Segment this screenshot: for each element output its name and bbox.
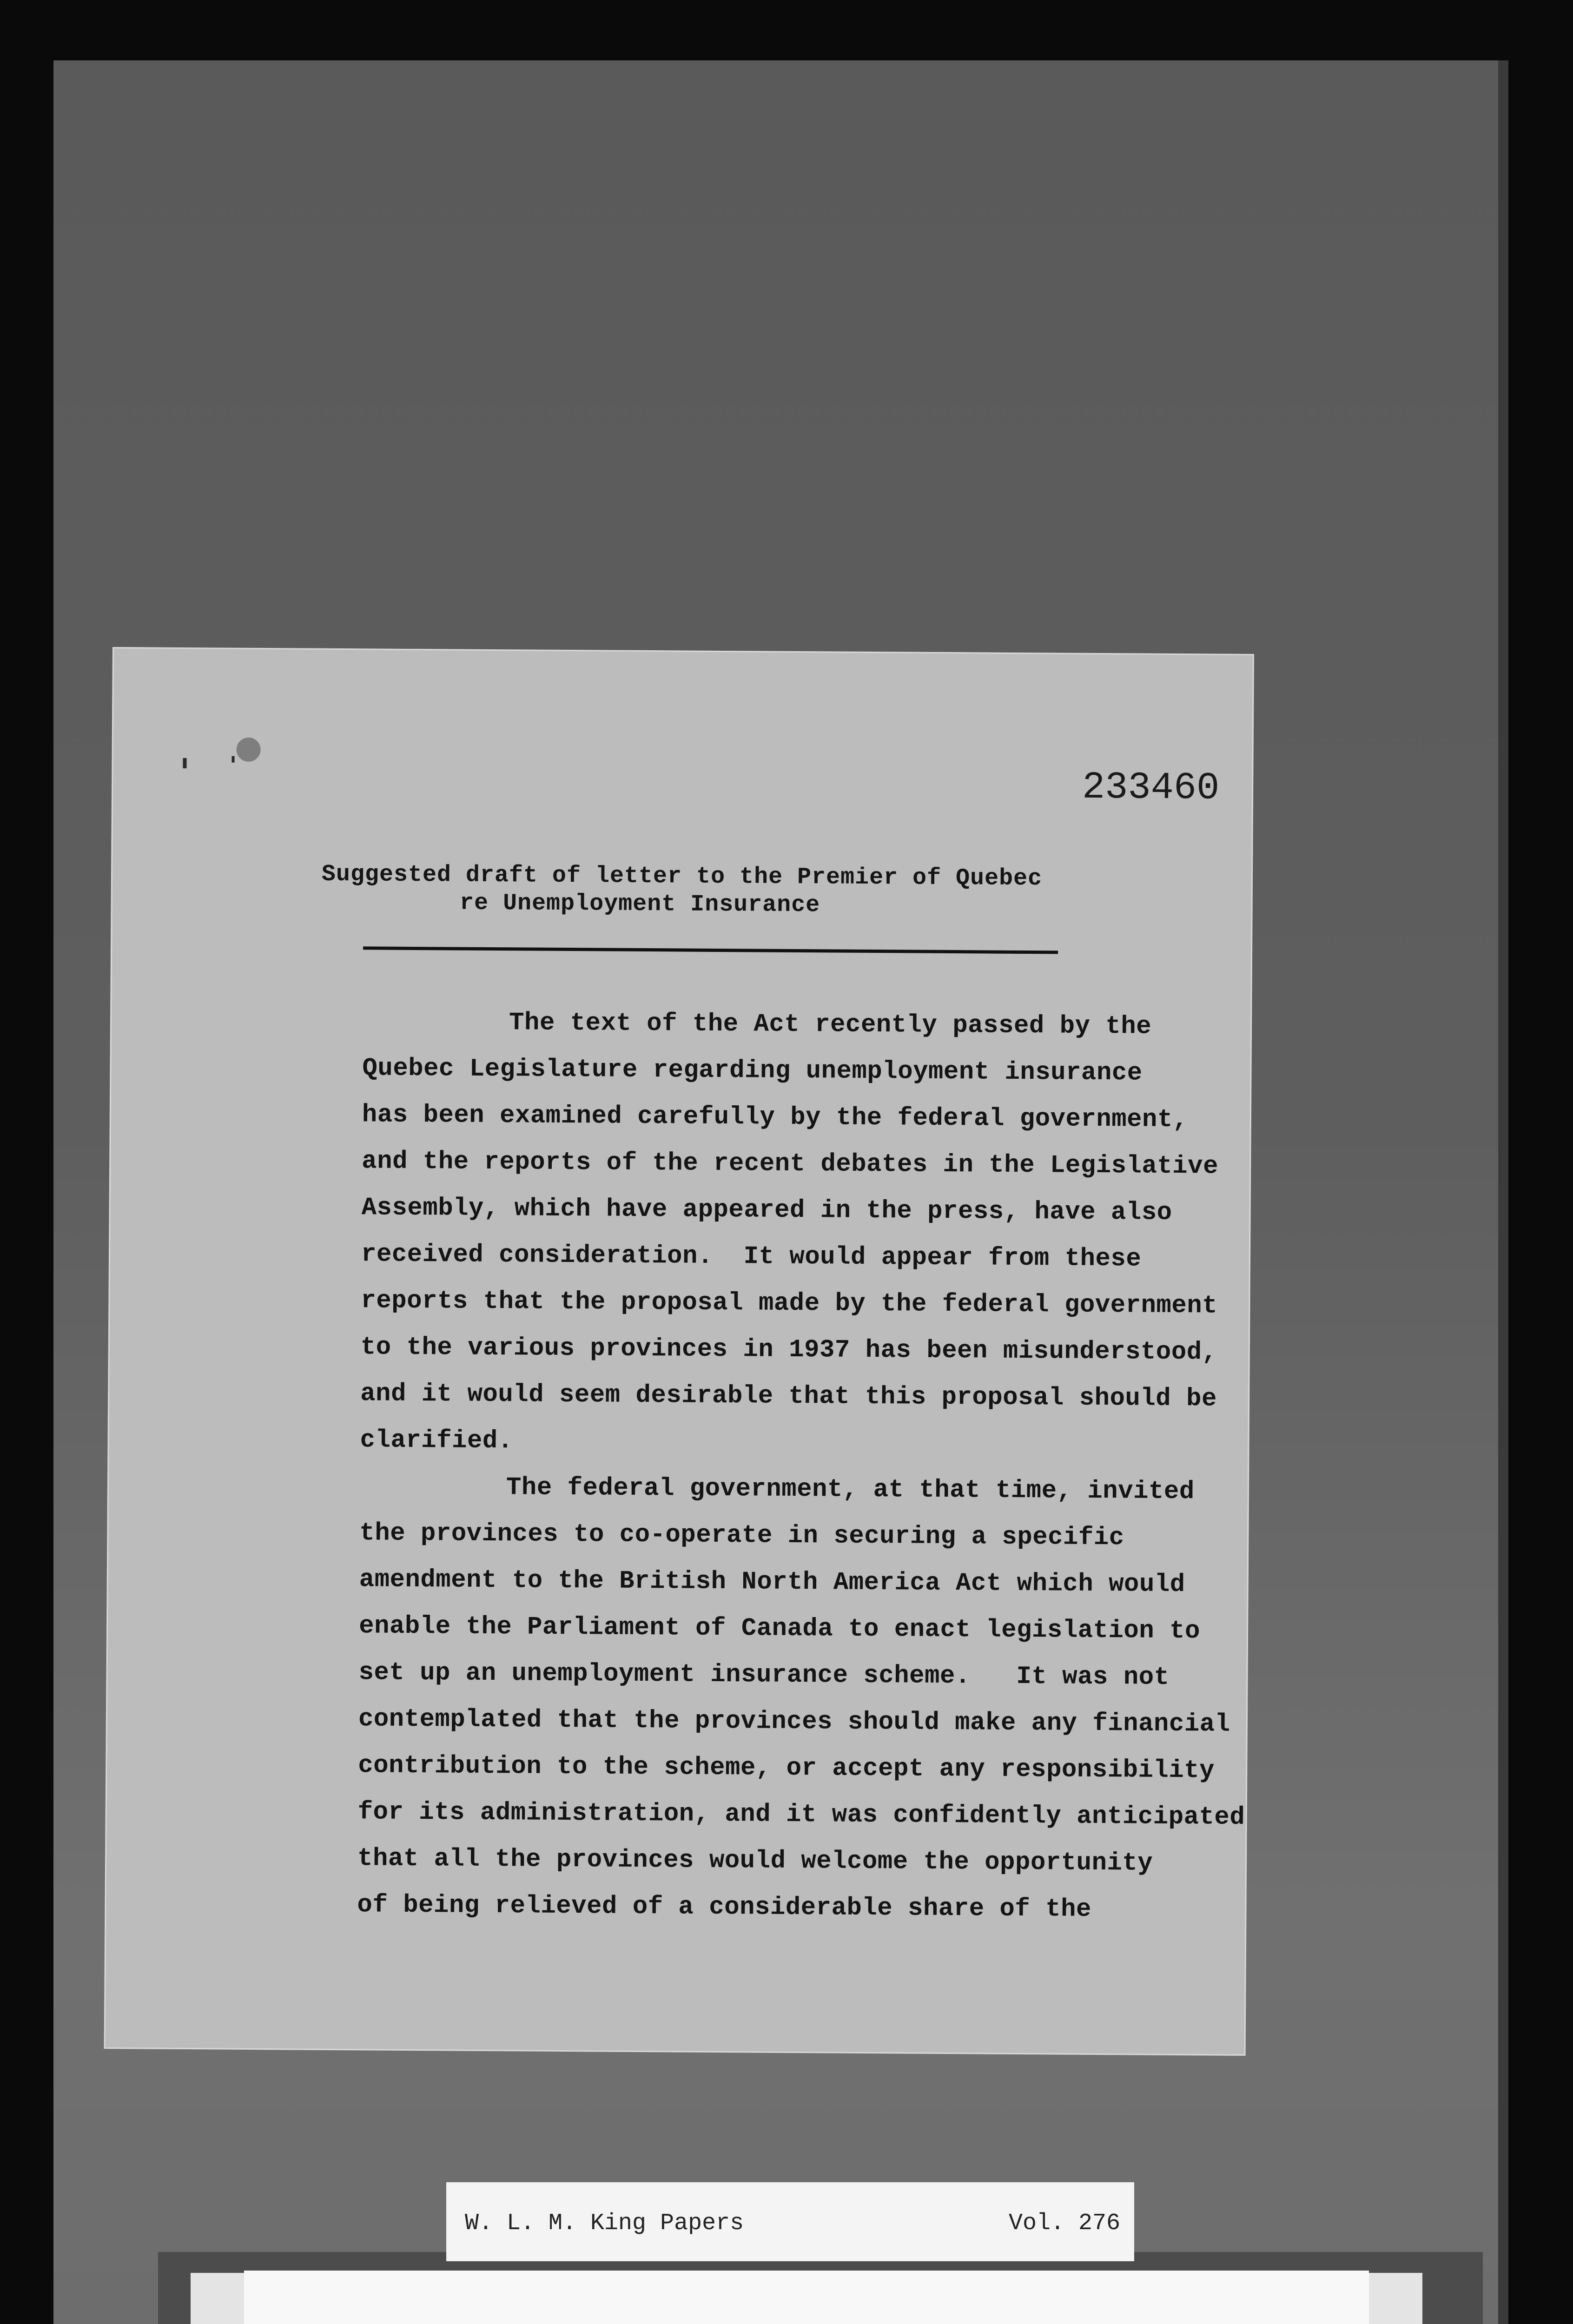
text-line: contribution to the scheme, or accept any responsibility [358, 1751, 1215, 1785]
text-line: received consideration. It would appear from these [361, 1240, 1142, 1274]
document-title: Suggested draft of letter to the Premier of Quebec [321, 861, 1043, 892]
text-line: Assembly, which have appeared in the press, have also [361, 1194, 1172, 1227]
volume-number: Vol. 276 [1009, 2210, 1121, 2237]
document-page [106, 648, 1253, 2054]
text-line: amendment to the British North America Act which would [359, 1565, 1185, 1599]
document-subtitle: re Unemployment Insurance [459, 890, 820, 919]
text-line: and the reports of the recent debates in the Legislative [362, 1147, 1219, 1181]
text-line: enable the Parliament of Canada to enact legislation to [358, 1612, 1201, 1646]
text-line: reports that the proposal made by the federal government [361, 1287, 1218, 1320]
text-line: contemplated that the provinces should make any financial [358, 1705, 1230, 1739]
text-line: The federal government, at that time, invited [506, 1473, 1195, 1506]
text-line: Quebec Legislature regarding unemployment insurance [362, 1054, 1143, 1088]
text-line: and it would seem desirable that this proposal should be [360, 1380, 1217, 1413]
collection-name: W. L. M. King Papers [465, 2210, 744, 2237]
title-rule [363, 946, 1058, 954]
text-line: that all the provinces would welcome the opportunity [357, 1844, 1153, 1878]
text-line: The text of the Act recently passed by the [509, 1009, 1152, 1041]
collection-tag [446, 2182, 1134, 2261]
text-line: set up an unemployment insurance scheme. It was not [358, 1658, 1170, 1692]
text-line: clarified. [360, 1426, 513, 1456]
text-line: the provinces to co-operate in securing a specific [359, 1519, 1124, 1552]
margin-mark [183, 758, 186, 768]
board-edge [1498, 60, 1508, 2324]
document-number: 233460 [1082, 766, 1220, 810]
punch-hole [237, 738, 261, 762]
margin-mark [232, 756, 235, 763]
archive-card-face [244, 2271, 1369, 2324]
text-line: for its administration, and it was confidently anticipated [357, 1798, 1245, 1832]
text-line: has been examined carefully by the federal government, [362, 1101, 1188, 1135]
text-line: of being relieved of a considerable share of the [357, 1891, 1092, 1924]
text-line: to the various provinces in 1937 has been misunderstood, [360, 1333, 1217, 1367]
